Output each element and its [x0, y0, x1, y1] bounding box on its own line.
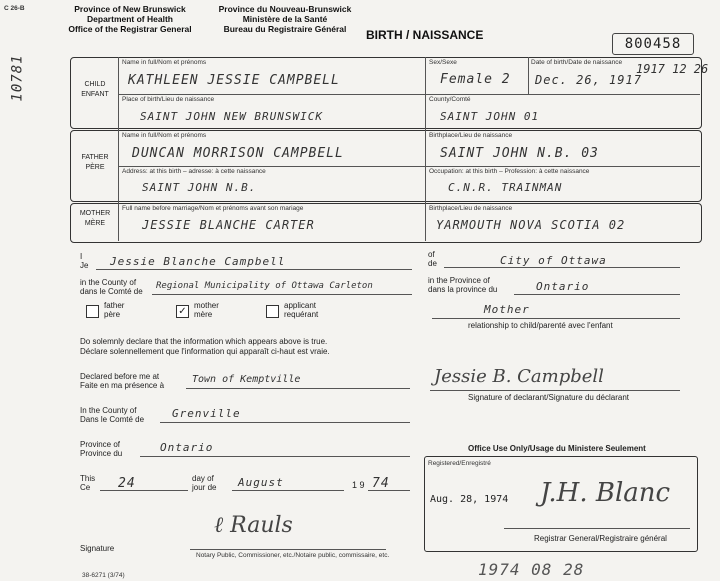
registered-label: Registered/Enregistré	[428, 460, 491, 467]
father-divider	[118, 166, 700, 167]
mid-col-line	[425, 57, 426, 241]
decl-of-en: of	[428, 250, 435, 259]
child-sex: Female 2	[440, 72, 511, 87]
signature-label: Signature	[80, 544, 115, 553]
registrar-signature: J.H. Blanc	[540, 478, 671, 508]
decl-province-label	[428, 276, 497, 294]
decl-of-label	[428, 250, 437, 268]
decl-of-value: City of Ottawa	[500, 254, 607, 267]
registered-value: Aug. 28, 1974	[430, 494, 509, 505]
decl-province-value: Ontario	[536, 280, 590, 293]
notary-signature: ℓ Rauls	[214, 513, 293, 538]
father-label-en: FATHER	[81, 154, 109, 161]
registrar-label: Registrar General/Registraire général	[534, 534, 667, 543]
child-name-label: Name in full/Nom et prénoms	[122, 59, 207, 66]
child-divider	[118, 94, 700, 95]
child-sex-label: Sex/Sexe	[429, 59, 457, 66]
mother-label-fr: MÈRE	[84, 220, 106, 227]
county2-value: Grenville	[172, 407, 241, 420]
mother-name: JESSIE BLANCHE CARTER	[142, 218, 315, 232]
decl-i-fr: Je	[80, 261, 89, 270]
mother-name-label: Full name before marriage/Nom et prénoms avant son mariage	[122, 205, 304, 212]
child-place: SAINT JOHN NEW BRUNSWICK	[140, 110, 323, 123]
child-label	[74, 80, 116, 100]
header-fr-line: Province du Nouveau-Brunswick	[218, 4, 352, 14]
before-label	[80, 372, 164, 390]
of-line	[444, 267, 680, 268]
father-checkbox-label	[104, 301, 124, 319]
county2-label	[80, 406, 144, 424]
mother-birthplace: YARMOUTH NOVA SCOTIA 02	[436, 218, 626, 232]
father-cb-en: father	[104, 301, 125, 310]
father-name-label: Name in full/Nom et prénoms	[122, 132, 207, 139]
day-line	[100, 490, 188, 491]
father-occupation: C.N.R. TRAINMAN	[448, 181, 563, 194]
declarant-signature: Jessie B. Campbell	[434, 366, 604, 387]
decl-county-label	[80, 278, 143, 296]
notary-label: Notary Public, Commissioner, etc./Notaire public, commissaire, etc.	[196, 552, 390, 559]
father-birthplace: SAINT JOHN N.B. 03	[440, 146, 599, 161]
left-col-line	[118, 57, 119, 241]
decl-county-en: in the County of	[80, 278, 137, 287]
county2-line	[160, 422, 410, 423]
before-line	[186, 388, 410, 389]
dayof-en: day of	[192, 474, 214, 483]
declare-en: Do solemnly declare that the information which appears above is true.	[80, 337, 328, 346]
relationship-value: Mother	[484, 303, 530, 316]
header-en-line: Department of Health	[87, 14, 173, 24]
relationship-label: relationship to child/parenté avec l'enfant	[468, 321, 613, 330]
mother-birthplace-label: Birthplace/Lieu de naissance	[429, 205, 513, 212]
mother-checkbox[interactable]	[176, 305, 189, 318]
mother-label	[74, 209, 116, 229]
before-fr: Faite en ma présence à	[80, 381, 165, 390]
decl-county-value: Regional Municipality of Ottawa Carleton	[156, 281, 373, 291]
father-address-label: Address: at this birth – adresse: à cette naissance	[122, 168, 266, 175]
child-label-en: CHILD	[84, 81, 106, 88]
notary-line	[190, 549, 386, 550]
form-number: 38-6271 (3/74)	[82, 572, 125, 579]
applicant-cb-en: applicant	[284, 301, 317, 310]
applicant-checkbox-label	[284, 301, 318, 319]
mother-cb-en: mother	[194, 301, 219, 310]
registrar-line	[504, 528, 690, 529]
father-cb-fr: père	[104, 310, 121, 319]
decl-i-en: I	[80, 252, 83, 261]
child-county-label: County/Comté	[429, 96, 471, 103]
county2-fr: Dans le Comté de	[80, 415, 145, 424]
father-address: SAINT JOHN N.B.	[142, 181, 257, 194]
child-dob-code: 1917 12 26	[636, 62, 709, 76]
this-fr: Ce	[80, 483, 91, 492]
province2-value: Ontario	[160, 441, 214, 454]
father-label-fr: PÈRE	[85, 164, 105, 171]
province2-label	[80, 440, 122, 458]
header-en-line: Office of the Registrar General	[68, 24, 192, 34]
county-line	[152, 294, 412, 295]
child-county: SAINT JOHN 01	[440, 110, 540, 123]
month-value: August	[238, 476, 284, 489]
dayof-label	[192, 474, 216, 492]
father-birthplace-label: Birthplace/Lieu de naissance	[429, 132, 513, 139]
child-dob-label: Date of birth/Date de naissance	[531, 59, 623, 66]
applicant-checkbox[interactable]	[266, 305, 279, 318]
header-en-line: Province of New Brunswick	[74, 4, 186, 14]
decl-county-fr: dans le Comté de	[80, 287, 143, 296]
county2-en: In the County of	[80, 406, 137, 415]
year-value: 74	[372, 476, 390, 491]
footer-stamp: 1974 08 28	[478, 560, 585, 579]
form-code: C 26-B	[4, 5, 25, 12]
before-value: Town of Kemptville	[192, 374, 301, 385]
child-dob: Dec. 26, 1917	[535, 73, 642, 87]
header-fr-line: Ministère de la Santé	[242, 14, 328, 24]
mother-cb-fr: mère	[194, 310, 213, 319]
child-name: KATHLEEN JESSIE CAMPBELL	[128, 73, 340, 88]
header-fr	[210, 4, 360, 34]
father-label	[74, 153, 116, 173]
province2-en: Province of	[80, 440, 121, 449]
mother-checkbox-label	[194, 301, 219, 319]
province-line	[514, 294, 680, 295]
day-value: 24	[118, 476, 136, 491]
declarant-name: Jessie Blanche Campbell	[110, 255, 286, 268]
decl-province-fr: dans la province du	[428, 285, 498, 294]
child-place-label: Place of birth/Lieu de naissance	[122, 96, 215, 103]
applicant-cb-fr: requérant	[284, 310, 319, 319]
province2-line	[140, 456, 410, 457]
declarant-line	[96, 269, 412, 270]
header-fr-line: Bureau du Registraire Général	[223, 24, 347, 34]
mother-label-en: MOTHER	[79, 210, 111, 217]
year-prefix: 1 9	[352, 480, 365, 490]
father-name: DUNCAN MORRISON CAMPBELL	[132, 146, 344, 161]
declarant-signature-line	[430, 390, 680, 391]
decl-province-en: in the Province of	[428, 276, 490, 285]
dob-col-line	[528, 57, 529, 94]
year-line	[368, 490, 410, 491]
declare-fr: Déclare solennellement que l'information qui apparaît ci-haut est vraie.	[80, 347, 330, 356]
header-en	[60, 4, 200, 34]
child-label-fr: ENFANT	[81, 91, 109, 98]
father-occupation-label: Occupation: at this birth – Profession: à cette naissance	[429, 168, 590, 175]
relationship-line	[432, 318, 680, 319]
margin-note: 10781	[9, 54, 26, 102]
decl-of-fr: de	[428, 259, 437, 268]
before-en: Declared before me at	[80, 372, 160, 381]
province2-fr: Province du	[80, 449, 123, 458]
mother-check-mark: ✓	[178, 306, 187, 317]
form-title: BIRTH / NAISSANCE	[366, 28, 484, 42]
month-line	[232, 490, 344, 491]
office-title: Office Use Only/Usage du Ministere Seulement	[468, 444, 646, 453]
declarant-signature-label: Signature of declarant/Signature du déclarant	[468, 393, 629, 402]
dayof-fr: jour de	[192, 483, 217, 492]
this-label	[80, 474, 95, 492]
this-en: This	[80, 474, 96, 483]
father-checkbox[interactable]	[86, 305, 99, 318]
registration-number: 800458	[612, 33, 694, 55]
decl-i-label	[80, 252, 88, 270]
